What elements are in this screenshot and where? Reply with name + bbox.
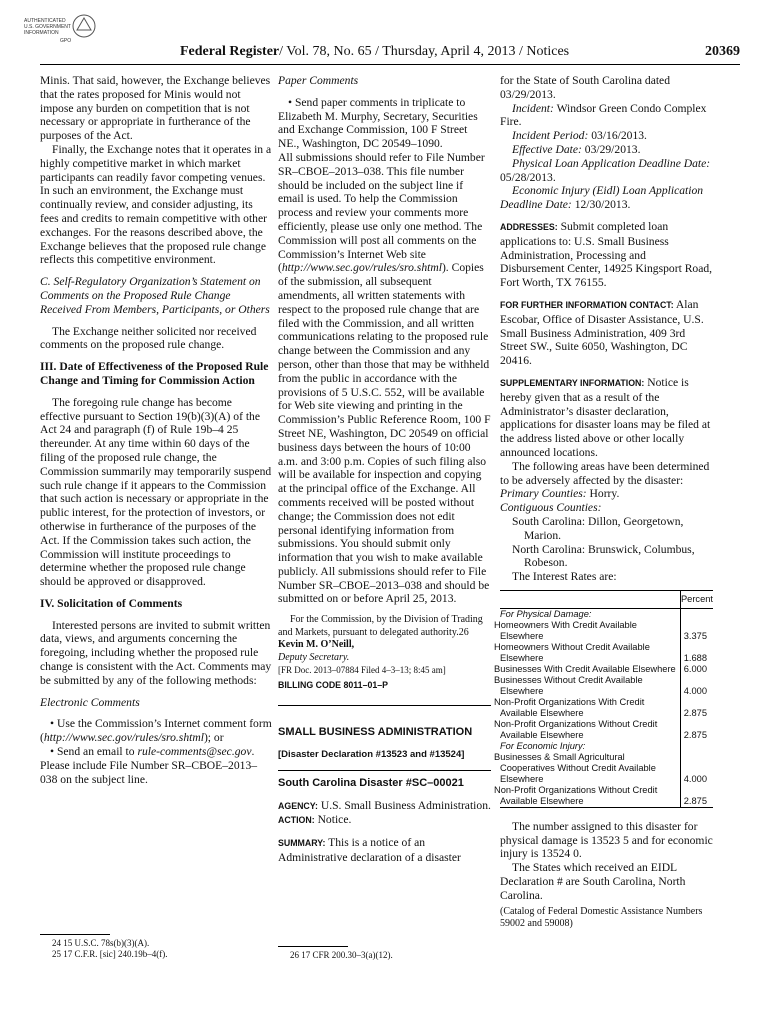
footnote-rule <box>40 934 110 935</box>
sec-url-link[interactable]: http://www.sec.gov/rules/sro.shtml <box>281 261 442 275</box>
addresses-line: ADDRESSES: Submit completed loan applications to: U.S. Small Business Administration, Processing and Disbursement Center, 14925 Kingsport Road, Fort Worth, TX 76155. <box>500 219 713 290</box>
subheading-paper: Paper Comments <box>278 74 359 87</box>
county-line: South Carolina: Dillon, Georgetown, Marion. <box>512 514 684 542</box>
table-row: Homeowners Without Credit Available Elsewhere 1.688 <box>494 641 707 663</box>
fr-doc: [FR Doc. 2013–07884 Filed 4–3–13; 8:45 am] <box>278 664 446 675</box>
paragraph: The number assigned to this disaster for physical damage is 13523 5 and for economic injury is 13524 0. <box>500 819 713 861</box>
column-2 <box>278 74 491 865</box>
footnote-24: 24 15 U.S.C. 78s(b)(3)(A). <box>52 938 150 948</box>
catalog-note: (Catalog of Federal Domestic Assistance Numbers 59002 and 59008) <box>500 905 703 930</box>
email-link[interactable]: rule-comments@sec.gov <box>137 745 252 759</box>
svg-text:AUTHENTICATED: AUTHENTICATED <box>24 18 66 24</box>
bullet-item: • Use the Commission’s Internet comment form (http://www.sec.gov/rules/sro.shtml); or <box>40 717 272 745</box>
section-heading-iv: IV. Solicitation of Comments <box>40 596 183 610</box>
paragraph: The following areas have been determined to be adversely affected by the disaster: <box>500 459 710 487</box>
agency-line: AGENCY: U.S. Small Business Administration. <box>278 798 491 812</box>
page-header <box>40 42 740 65</box>
contiguous-counties-label: Contiguous Counties: <box>500 501 602 515</box>
paragraph: The Interest Rates are: <box>512 570 617 584</box>
table-row: For Economic Injury: <box>500 741 713 752</box>
paragraph: All submissions should refer to File Number SR–CBOE–2013–038. This file number should be included on the subject line if email is used. To help the Commission process and review your comments more efficiently, please use only one method. The Commission will post all comments on the Commission’s Internet Web site (http://www.sec.gov/rules/sro.shtml). Copies of the submission, all subsequent amendments, all written statements with respect to the proposed rule change that are filed with the Commission, and all written communications relating to the proposed rule change between the Commission and any person, other than those that may be withheld from the public in accordance with the provisions of 5 U.S.C. 552, will be available for Web site viewing and printing in the Commission’s Public Reference Room, 100 F Street NE, Washington, DC 20549 on official business days between the hours of 10:00 a.m. and 3:00 p.m. Copies of such filing also will be available for inspection and copying at the principal office of the Exchange. All comments received will be posted without change; the Commission does not edit personal identifying information from submissions. You should submit only information that you wish to make available publicly. All submissions should refer to File Number SR–CBOE–2013–038 and should be submitted on or before April 25, 2013. <box>278 150 491 606</box>
footnote-26: 26 17 CFR 200.30–3(a)(12). <box>290 950 393 960</box>
sec-url-link[interactable]: http://www.sec.gov/rules/sro.shtml <box>43 731 204 745</box>
primary-counties-line: Primary Counties: Horry. <box>500 487 620 501</box>
footnote-25: 25 17 C.F.R. [sic] 240.19b–4(f). <box>52 949 168 959</box>
table-row: Homeowners With Credit Available Elsewhere 3.375 <box>494 619 707 641</box>
physical-deadline-line: Physical Loan Application Deadline Date: 05/28/2013. <box>500 156 711 184</box>
header-citation <box>180 44 569 60</box>
paragraph: The Exchange neither solicited nor received comments on the proposed rule change. <box>40 324 257 352</box>
column-3 <box>494 74 713 930</box>
table-row: Businesses With Credit Available Elsewhere 6.000 <box>494 663 707 674</box>
table-row: Businesses Without Credit Available Elsewhere 4.000 <box>494 674 707 696</box>
agency-name: SMALL BUSINESS ADMINISTRATION <box>278 726 473 739</box>
eidl-deadline-line: Economic Injury (Eidl) Loan Application Deadline Date: 12/30/2013. <box>500 184 704 212</box>
paragraph: The States which received an EIDL Declaration # are South Carolina, North Carolina. <box>500 861 686 902</box>
svg-text:U.S. GOVERNMENT: U.S. GOVERNMENT <box>24 24 71 30</box>
agency-block <box>278 705 491 790</box>
paragraph: Interested persons are invited to submit written data, views, and arguments concerning the foregoing, including whether the proposed rule change is consistent with the Act. Comments may be submitted by any of the following methods: <box>40 618 272 687</box>
footnote-rule <box>278 946 348 947</box>
signer-name: Kevin M. O’Neill, <box>278 639 355 651</box>
paragraph: The foregoing rule change has become effective pursuant to Section 19(b)(3)(A) of the Act 24 and paragraph (f) of Rule 19b–4 25 thereunder. At any time within 60 days of the filing of the proposed rule change, the Commission summarily may temporarily suspend such rule change if it appears to the Commission that such action is necessary or appropriate in the public interest, for the protection of investors, or otherwise in furtherance of the purposes of the Act. If the Commission takes such action, the Commission will institute proceedings to determine whether the proposed rule change should be approved or disapproved. <box>40 395 272 589</box>
table-row: Non-Profit Organizations With Credit Available Elsewhere 2.875 <box>494 696 707 718</box>
bullet-item: • Send an email to rule-comments@sec.gov. Please include File Number SR–CBOE–2013–038 on the subject line. <box>40 745 258 786</box>
county-line: North Carolina: Brunswick, Columbus, Robeson. <box>512 542 695 570</box>
svg-text:GPO: GPO <box>60 38 72 44</box>
table-row: For Physical Damage: <box>500 608 713 620</box>
summary-line: SUMMARY: This is a notice of an Administrative declaration of a disaster <box>278 836 461 864</box>
supplementary-line: SUPPLEMENTARY INFORMATION: Notice is hereby given that as a result of the Administrator’s disaster declaration, applications for disaster loans may be filed at the address listed above or other locally announced locations. <box>500 375 711 459</box>
table-header-label <box>500 590 680 608</box>
svg-text:INFORMATION: INFORMATION <box>24 30 59 36</box>
table-row: Businesses & Small Agricultural Cooperatives Without Credit Available Elsewhere 4.000 <box>494 751 707 784</box>
signer-title: Deputy Secretary. <box>278 651 350 663</box>
interest-rates-table <box>494 590 713 808</box>
table-header-percent: Percent <box>680 590 713 608</box>
action-line: ACTION: Notice. <box>278 813 352 827</box>
notice-subject: South Carolina Disaster #SC–00021 <box>278 770 491 791</box>
table-row: Non-Profit Organizations Without Credit Available Elsewhere 2.875 <box>500 785 713 808</box>
column-1 <box>40 74 272 786</box>
footnotes-col1 <box>52 938 272 960</box>
paragraph: for the State of South Carolina dated 03/29/2013. <box>500 74 671 101</box>
paragraph: Finally, the Exchange notes that it operates in a highly competitive market in which market participants can readily favor competing venues. In such an environment, the Exchange must continually review, and consider adjusting, its fees and credits to remain competitive with other exchanges. For the reasons described above, the Exchange believes that the proposed rule change reflects this competitive environment. <box>40 142 272 267</box>
issue-details: / Vol. 78, No. 65 / Thursday, April 4, 2013 / Notices <box>279 44 570 59</box>
delegated-authority: For the Commission, by the Division of Trading and Markets, pursuant to delegated authority.26 <box>278 614 483 638</box>
table-row: Non-Profit Organizations Without Credit Available Elsewhere 2.875 <box>494 718 707 740</box>
effective-date-line: Effective Date: 03/29/2013. <box>512 142 641 156</box>
page-number: 20369 <box>705 44 740 59</box>
incident-line: Incident: Windsor Green Condo Complex Fire. <box>500 101 707 129</box>
journal-name: Federal Register <box>180 44 280 59</box>
bullet-item: • Send paper comments in triplicate to Elizabeth M. Murphy, Secretary, Securities and Exchange Commission, 100 F Street NE., Washington, DC 20549–1090. <box>278 95 478 151</box>
section-heading-iii: III. Date of Effectiveness of the Proposed Rule Change and Timing for Commission Action <box>40 360 269 387</box>
contact-line: FOR FURTHER INFORMATION CONTACT: Alan Escobar, Office of Disaster Assistance, U.S. Small Business Administration, 409 3rd Street SW., Suite 6050, Washington, DC 20416. <box>500 297 704 368</box>
paragraph: Minis. That said, however, the Exchange believes that the rates proposed for Minis would not impose any burden on competition that is not necessary or appropriate in furtherance of the purposes of the Act. <box>40 74 271 143</box>
disaster-declaration-number: [Disaster Declaration #13523 and #13524] <box>278 748 465 760</box>
incident-period-line: Incident Period: 03/16/2013. <box>512 129 647 143</box>
subheading-electronic: Electronic Comments <box>40 695 140 709</box>
billing-code: BILLING CODE 8011–01–P <box>278 680 389 691</box>
section-heading-c: C. Self-Regulatory Organization’s Statement on Comments on the Proposed Rule Change Received From Members, Participants, or Others <box>40 275 270 316</box>
